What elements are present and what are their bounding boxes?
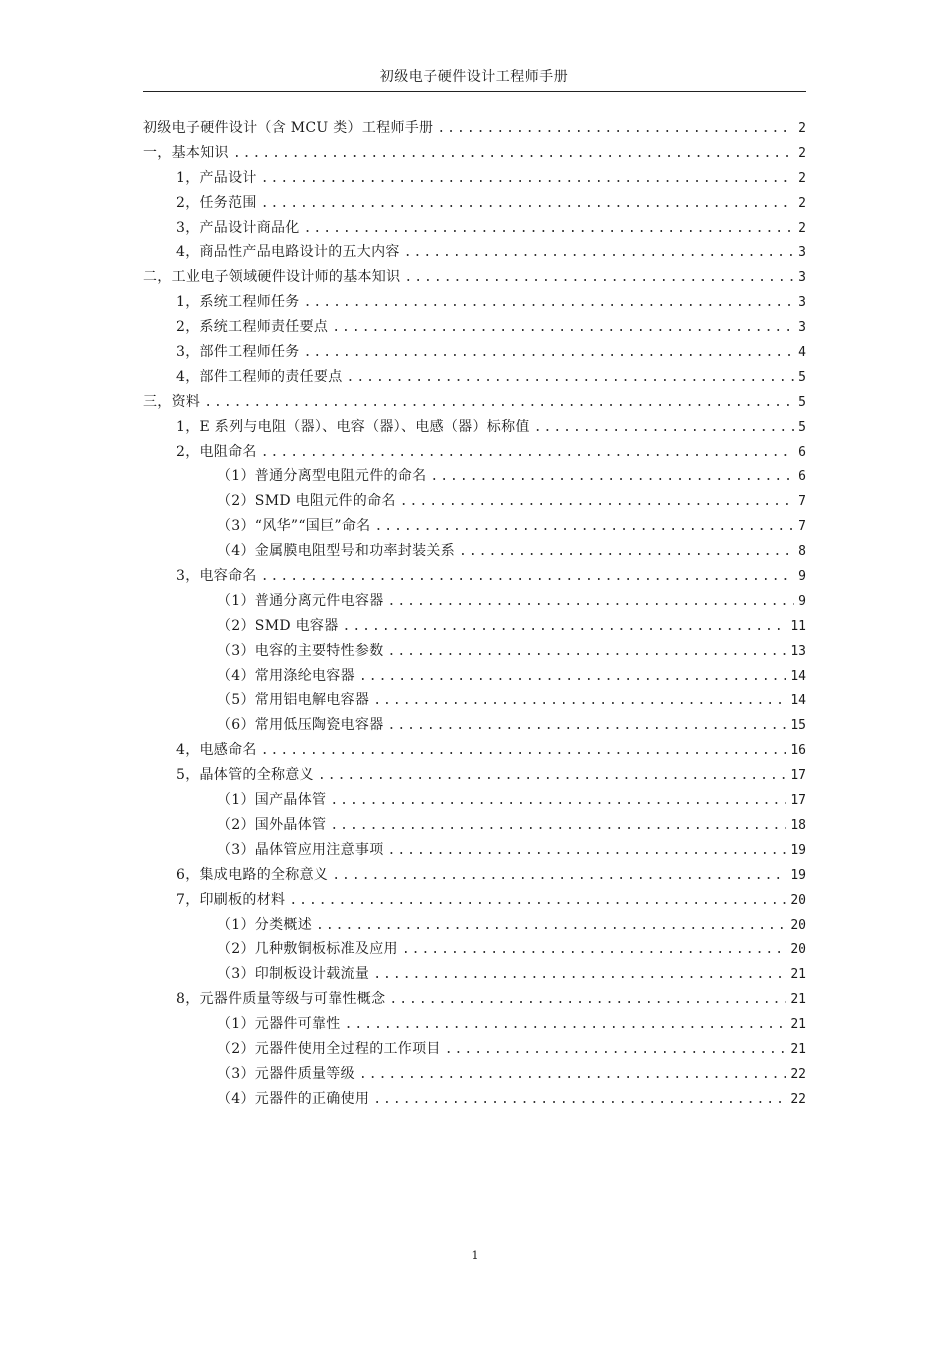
toc-dot-leader <box>404 241 794 265</box>
toc-entry-page: 7 <box>798 494 806 510</box>
toc-entry[interactable] <box>143 216 806 241</box>
toc-entry-page: 20 <box>790 917 806 933</box>
toc-dot-leader <box>388 640 787 664</box>
toc-entry-page: 3 <box>798 320 806 336</box>
toc-dot-leader <box>389 988 786 1012</box>
toc-entry[interactable] <box>143 838 806 863</box>
toc-entry[interactable] <box>143 340 806 365</box>
toc-entry-page: 2 <box>798 220 806 236</box>
toc-entry[interactable] <box>143 489 806 514</box>
toc-dot-leader <box>402 938 787 962</box>
toc-entry[interactable] <box>143 116 806 141</box>
toc-entry-title: 6，集成电路的全称意义 <box>176 866 329 883</box>
toc-dot-leader <box>289 889 786 913</box>
toc-dot-leader <box>304 341 795 365</box>
toc-entry-title: （3）“风华”“国巨”命名 <box>217 518 371 535</box>
toc-entry-title: 3，产品设计商品化 <box>176 219 300 236</box>
toc-entry[interactable] <box>143 315 806 340</box>
toc-entry-page: 5 <box>798 394 806 410</box>
toc-entry-title: （1）普通分离元件电容器 <box>217 592 384 609</box>
toc-entry[interactable] <box>143 1012 806 1037</box>
header-rule <box>143 91 806 92</box>
toc-entry[interactable] <box>143 614 806 639</box>
toc-entry-title: （1）元器件可靠性 <box>217 1016 341 1033</box>
toc-dot-leader <box>388 714 787 738</box>
toc-entry-page: 9 <box>798 593 806 609</box>
toc-entry-page: 3 <box>798 295 806 311</box>
toc-entry-title: 三，资料 <box>143 393 201 410</box>
toc-entry[interactable] <box>143 738 806 763</box>
toc-entry[interactable] <box>143 589 806 614</box>
toc-dot-leader <box>261 167 794 191</box>
toc-entry-title: 3，电容命名 <box>176 568 257 585</box>
toc-entry[interactable] <box>143 962 806 987</box>
toc-entry[interactable] <box>143 664 806 689</box>
table-of-contents <box>143 116 806 1112</box>
toc-entry-page: 3 <box>798 245 806 261</box>
toc-dot-leader <box>388 590 795 614</box>
toc-dot-leader <box>437 117 794 141</box>
toc-entry-page: 4 <box>798 345 806 361</box>
toc-entry-page: 6 <box>798 444 806 460</box>
toc-entry-title: 1，系统工程师任务 <box>176 294 300 311</box>
toc-entry-title: 初级电子硬件设计（含 MCU 类）工程师手册 <box>143 120 434 136</box>
toc-entry-title: 8，元器件质量等级与可靠性概念 <box>176 991 386 1008</box>
toc-entry[interactable] <box>143 440 806 465</box>
toc-entry-page: 5 <box>798 369 806 385</box>
toc-entry-page: 14 <box>790 668 806 684</box>
toc-entry-title: 1，产品设计 <box>176 169 257 186</box>
toc-entry-title: 4，商品性产品电路设计的五大内容 <box>176 244 400 261</box>
toc-entry-page: 2 <box>798 145 806 161</box>
toc-entry-page: 11 <box>790 618 806 634</box>
toc-entry-title: 7，印刷板的材料 <box>176 891 286 908</box>
toc-entry-page: 21 <box>790 1017 806 1033</box>
toc-entry[interactable] <box>143 191 806 216</box>
toc-entry-page: 19 <box>790 867 806 883</box>
toc-dot-leader <box>343 615 787 639</box>
toc-entry[interactable] <box>143 863 806 888</box>
toc-entry[interactable] <box>143 639 806 664</box>
toc-entry-page: 7 <box>798 519 806 535</box>
toc-entry[interactable] <box>143 564 806 589</box>
toc-dot-leader <box>373 1088 786 1112</box>
toc-dot-leader <box>261 565 794 589</box>
toc-entry-page: 17 <box>790 793 806 809</box>
toc-entry[interactable] <box>143 365 806 390</box>
toc-dot-leader <box>261 739 787 763</box>
toc-entry[interactable] <box>143 1037 806 1062</box>
toc-entry-title: 一，基本知识 <box>143 144 229 161</box>
toc-entry[interactable] <box>143 713 806 738</box>
toc-entry-title: （4）金属膜电阻型号和功率封装关系 <box>217 543 456 560</box>
toc-dot-leader <box>332 316 794 340</box>
toc-dot-leader <box>534 416 794 440</box>
toc-dot-leader <box>373 689 786 713</box>
toc-entry-title: （4）元器件的正确使用 <box>217 1090 370 1107</box>
toc-dot-leader <box>332 864 786 888</box>
toc-entry-page: 13 <box>790 643 806 659</box>
toc-entry-title: （1）国产晶体管 <box>217 792 327 809</box>
toc-entry-title: （1）普通分离型电阻元件的命名 <box>217 468 427 485</box>
toc-dot-leader <box>359 665 786 689</box>
toc-entry[interactable] <box>143 913 806 938</box>
toc-entry[interactable] <box>143 1062 806 1087</box>
toc-entry-title: （3）晶体管应用注意事项 <box>217 841 384 858</box>
toc-entry-page: 16 <box>790 743 806 759</box>
toc-entry[interactable] <box>143 539 806 564</box>
toc-entry[interactable] <box>143 937 806 962</box>
toc-dot-leader <box>404 266 794 290</box>
toc-entry-title: （6）常用低压陶瓷电容器 <box>217 717 384 734</box>
toc-entry-page: 2 <box>798 121 806 136</box>
toc-entry-page: 5 <box>798 419 806 435</box>
toc-dot-leader <box>330 789 786 813</box>
toc-entry-page: 20 <box>790 892 806 908</box>
toc-entry-page: 17 <box>790 768 806 784</box>
toc-entry-page: 19 <box>790 842 806 858</box>
toc-dot-leader <box>233 142 794 166</box>
toc-entry-page: 15 <box>790 718 806 734</box>
toc-entry[interactable] <box>143 390 806 415</box>
toc-entry-title: （2）几种敷铜板标准及应用 <box>217 941 398 958</box>
toc-dot-leader <box>304 217 795 241</box>
toc-entry-title: 5，晶体管的全称意义 <box>176 767 314 784</box>
toc-dot-leader <box>359 1063 786 1087</box>
toc-dot-leader <box>373 963 786 987</box>
toc-dot-leader <box>204 391 794 415</box>
toc-dot-leader <box>330 814 786 838</box>
toc-entry-title: （3）电容的主要特性参数 <box>217 642 384 659</box>
toc-dot-leader <box>318 764 786 788</box>
toc-entry[interactable] <box>143 166 806 191</box>
toc-entry[interactable] <box>143 888 806 913</box>
toc-dot-leader <box>430 465 794 489</box>
toc-dot-leader <box>261 192 794 216</box>
toc-entry-title: 二，工业电子领域硬件设计师的基本知识 <box>143 269 401 286</box>
toc-entry-title: 4，电感命名 <box>176 742 257 759</box>
toc-entry-page: 20 <box>790 942 806 958</box>
toc-entry-page: 21 <box>790 967 806 983</box>
toc-entry-page: 14 <box>790 693 806 709</box>
toc-dot-leader <box>304 291 795 315</box>
toc-entry-page: 22 <box>790 1091 806 1107</box>
toc-entry-page: 3 <box>798 270 806 286</box>
toc-entry-title: （2）元器件使用全过程的工作项目 <box>217 1040 441 1057</box>
toc-entry-page: 18 <box>790 817 806 833</box>
toc-dot-leader <box>374 515 794 539</box>
toc-entry[interactable] <box>143 290 806 315</box>
toc-entry[interactable] <box>143 813 806 838</box>
toc-entry-title: 4，部件工程师的责任要点 <box>176 368 343 385</box>
toc-entry-page: 22 <box>790 1066 806 1082</box>
toc-entry[interactable] <box>143 514 806 539</box>
toc-entry[interactable] <box>143 688 806 713</box>
toc-entry-title: （2）SMD 电容器 <box>217 617 339 634</box>
toc-entry-title: （1）分类概述 <box>217 916 313 933</box>
toc-entry-title: 1，E 系列与电阻（器）、电容（器）、电感（器）标称值 <box>176 418 530 435</box>
toc-entry-title: （3）印制板设计载流量 <box>217 966 370 983</box>
toc-entry-title: （2）国外晶体管 <box>217 816 327 833</box>
toc-entry-title: 3，部件工程师任务 <box>176 344 300 361</box>
running-header: 初级电子硬件设计工程师手册 <box>379 69 569 85</box>
toc-entry[interactable] <box>143 788 806 813</box>
toc-entry[interactable] <box>143 141 806 166</box>
toc-dot-leader <box>445 1038 787 1062</box>
toc-dot-leader <box>388 839 787 863</box>
toc-entry[interactable] <box>143 240 806 265</box>
toc-entry[interactable] <box>143 464 806 489</box>
toc-dot-leader <box>400 490 794 514</box>
toc-entry-page: 21 <box>790 1041 806 1057</box>
toc-entry-page: 2 <box>798 195 806 211</box>
toc-entry-title: （3）元器件质量等级 <box>217 1065 355 1082</box>
toc-entry-title: 2，电阻命名 <box>176 443 257 460</box>
toc-entry-title: 2，系统工程师责任要点 <box>176 319 329 336</box>
toc-entry[interactable] <box>143 987 806 1012</box>
toc-entry-title: （4）常用涤纶电容器 <box>217 667 355 684</box>
toc-dot-leader <box>459 540 794 564</box>
toc-dot-leader <box>347 366 795 390</box>
toc-entry-title: （2）SMD 电阻元件的命名 <box>217 493 396 510</box>
toc-entry-page: 6 <box>798 469 806 485</box>
toc-entry-page: 2 <box>798 170 806 186</box>
toc-entry-page: 8 <box>798 544 806 560</box>
toc-entry-page: 21 <box>790 992 806 1008</box>
toc-dot-leader <box>261 441 794 465</box>
toc-entry[interactable] <box>143 265 806 290</box>
page-number: 1 <box>471 1249 479 1262</box>
toc-entry[interactable] <box>143 1087 806 1112</box>
toc-dot-leader <box>316 914 786 938</box>
toc-entry-page: 9 <box>798 569 806 585</box>
toc-entry[interactable] <box>143 415 806 440</box>
toc-entry-title: 2，任务范围 <box>176 194 257 211</box>
toc-entry-title: （5）常用铝电解电容器 <box>217 692 370 709</box>
toc-dot-leader <box>345 1013 787 1037</box>
toc-entry[interactable] <box>143 763 806 788</box>
